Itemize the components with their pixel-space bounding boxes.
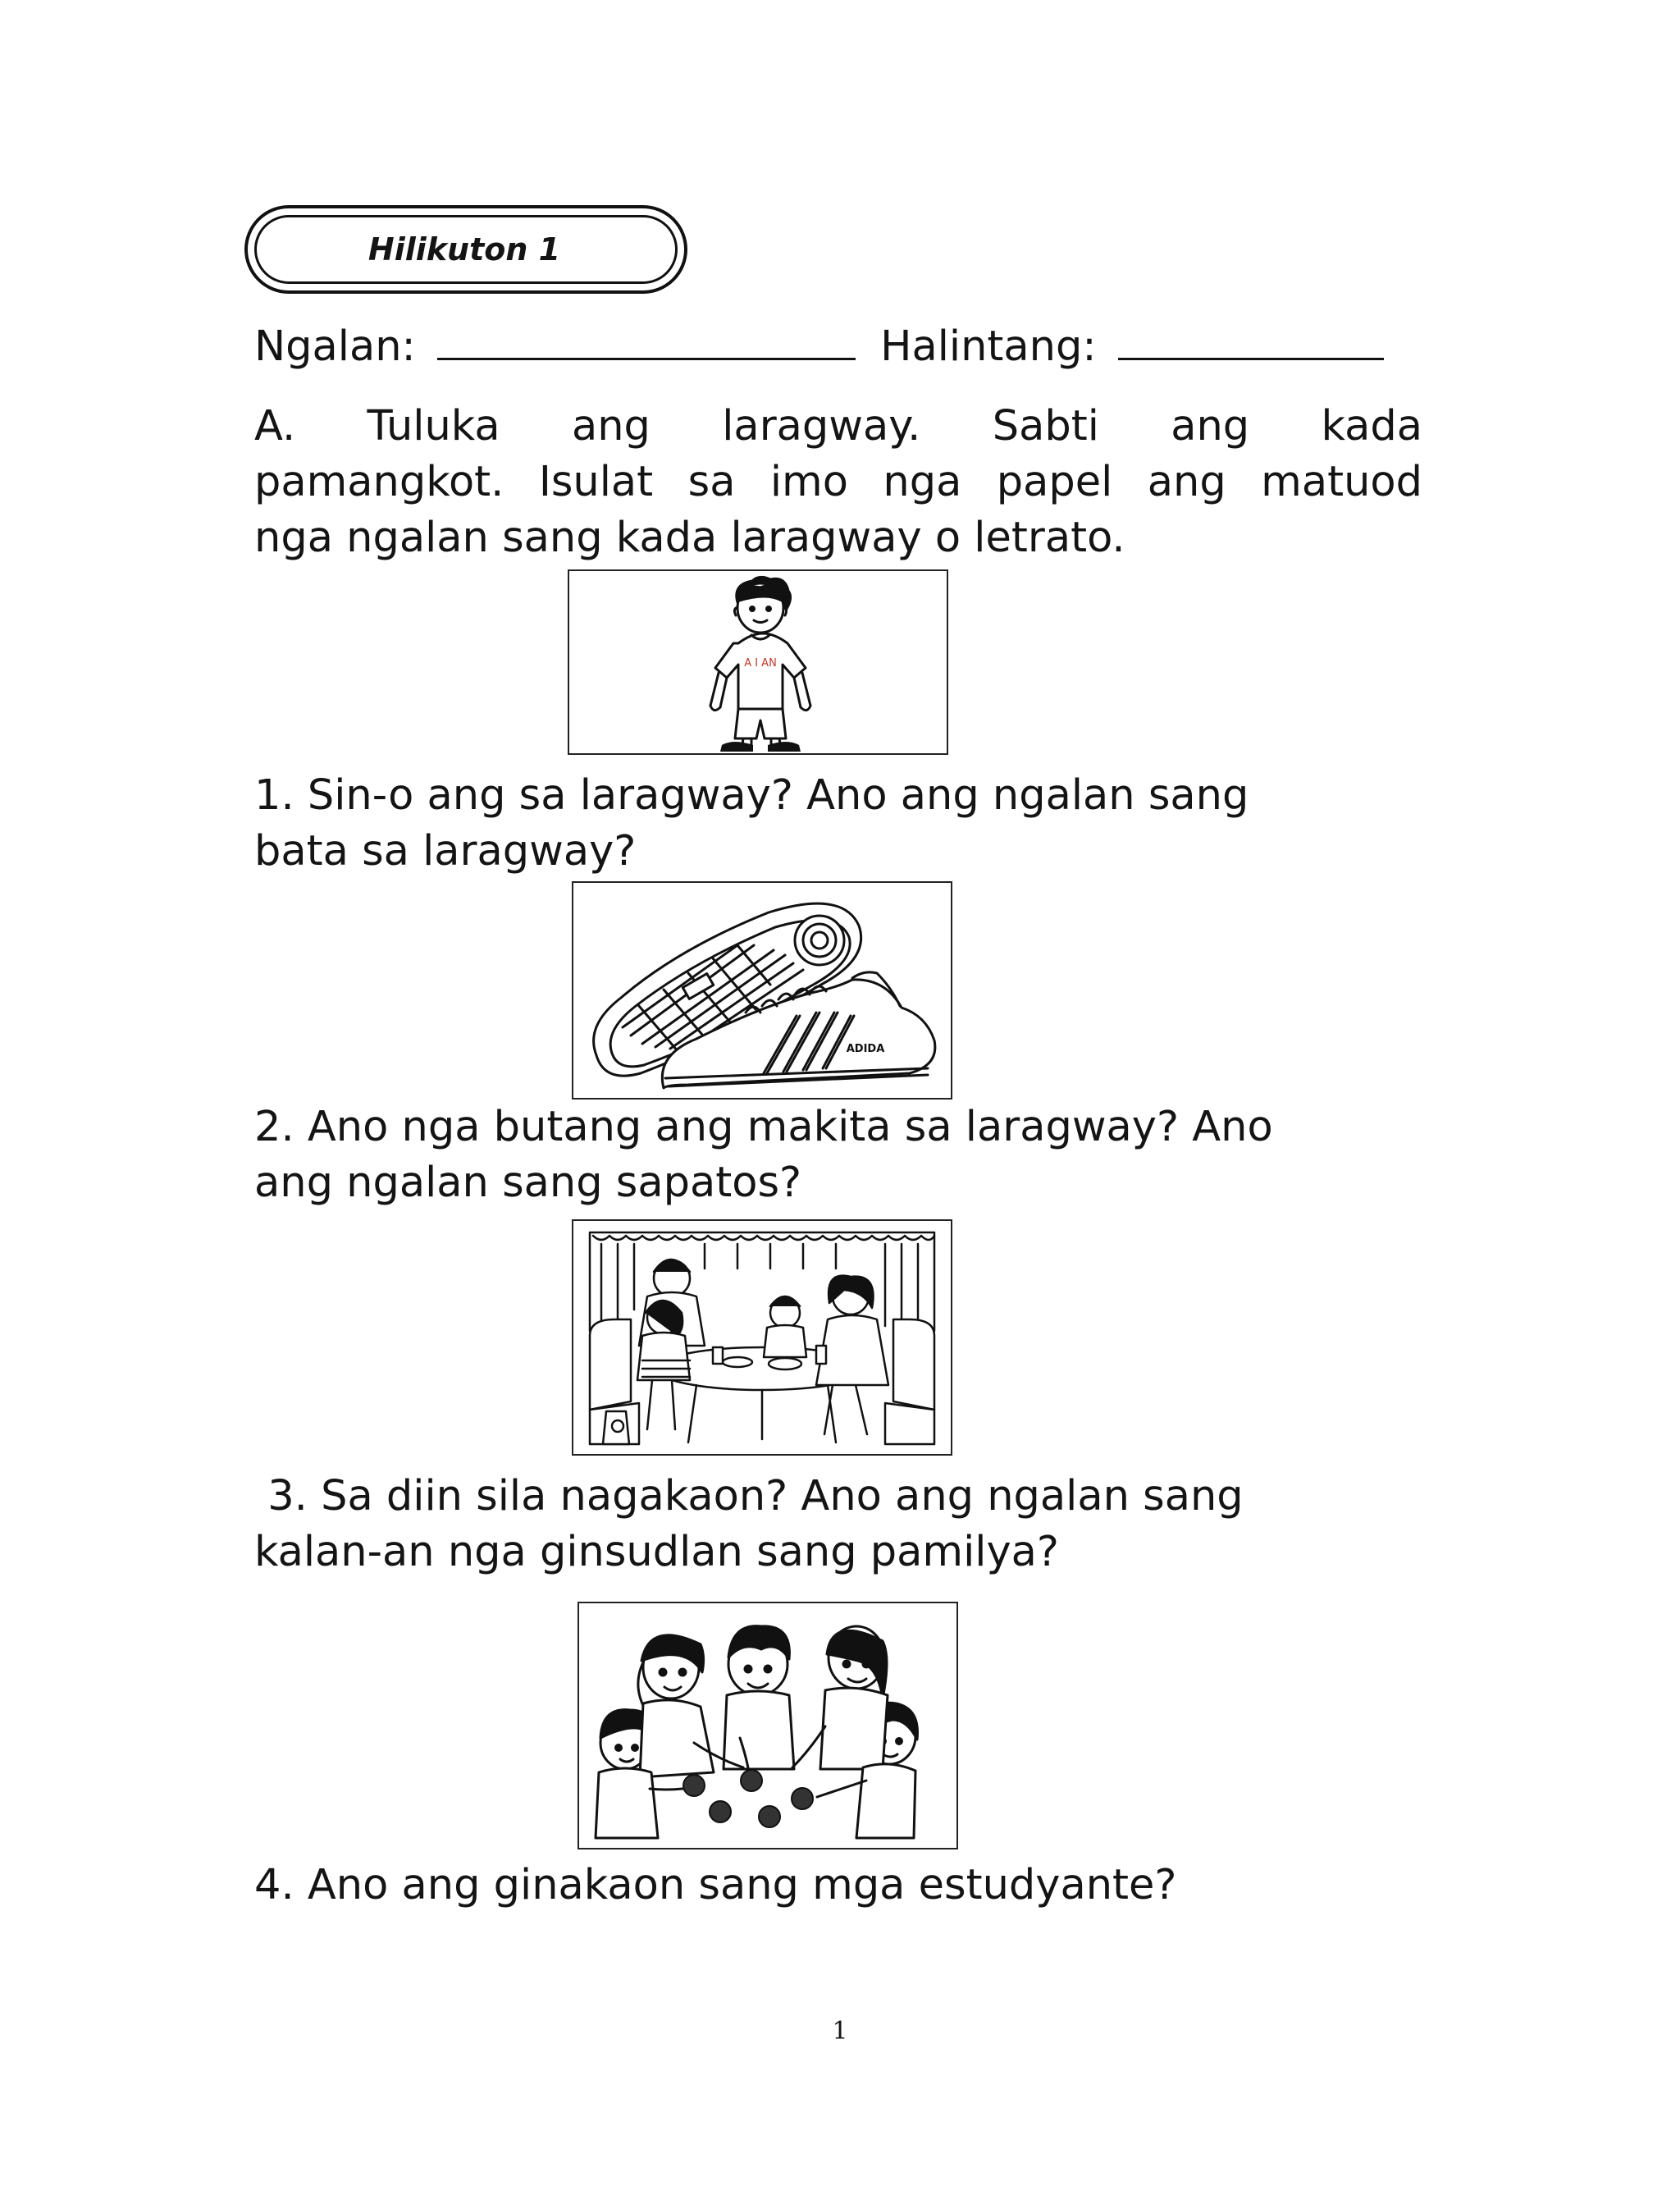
activity-title-box bbox=[244, 205, 687, 294]
students-eating-picture bbox=[578, 1602, 958, 1849]
family-restaurant-illustration bbox=[573, 1221, 951, 1454]
grade-label: Halintang: bbox=[880, 322, 1097, 371]
name-label: Ngalan: bbox=[254, 322, 416, 371]
instructions-line-2: pamangkot. Isulat sa imo nga papel ang matuod bbox=[254, 458, 1422, 506]
students-eating-illustration bbox=[579, 1603, 956, 1848]
page-number: 1 bbox=[832, 2017, 848, 2046]
question-2-line-1: 2. Ano nga butang ang makita sa laragway? Ano bbox=[254, 1103, 1273, 1151]
question-3-line-2: kalan-an nga ginsudlan sang pamilya? bbox=[254, 1528, 1059, 1576]
question-1-line-1: 1. Sin-o ang sa laragway? Ano ang ngalan sang bbox=[254, 771, 1249, 820]
name-blank[interactable] bbox=[437, 318, 856, 360]
activity-title-inner-border bbox=[254, 215, 678, 284]
question-3 bbox=[254, 1469, 1244, 1580]
question-2 bbox=[254, 1100, 1273, 1211]
boy-illustration bbox=[569, 571, 947, 753]
family-restaurant-picture bbox=[572, 1219, 952, 1456]
name-grade-row bbox=[254, 318, 1384, 375]
shoe-brand-text: ADIDA bbox=[846, 1043, 885, 1055]
instructions bbox=[254, 399, 1422, 566]
instructions-line-3: nga ngalan sang kada laragway o letrato. bbox=[254, 514, 1125, 562]
grade-blank[interactable] bbox=[1118, 318, 1384, 360]
activity-title: Hilikuton 1 bbox=[368, 231, 561, 267]
shoes-picture bbox=[572, 881, 952, 1100]
boy-picture bbox=[568, 569, 948, 755]
question-2-line-2: ang ngalan sang sapatos? bbox=[254, 1159, 802, 1207]
question-3-line-1: 3. Sa diin sila nagakaon? Ano ang ngalan sang bbox=[254, 1472, 1244, 1520]
question-1-line-2: bata sa laragway? bbox=[254, 827, 637, 876]
question-4-line-1: 4. Ano ang ginakaon sang mga estudyante? bbox=[254, 1861, 1177, 1909]
question-1 bbox=[254, 768, 1249, 880]
question-4 bbox=[254, 1858, 1177, 1913]
boy-shirt-text: A I AN bbox=[744, 657, 777, 670]
instructions-line-1: A. Tuluka ang laragway. Sabti ang kada bbox=[254, 402, 1422, 450]
shoes-illustration bbox=[573, 883, 951, 1098]
